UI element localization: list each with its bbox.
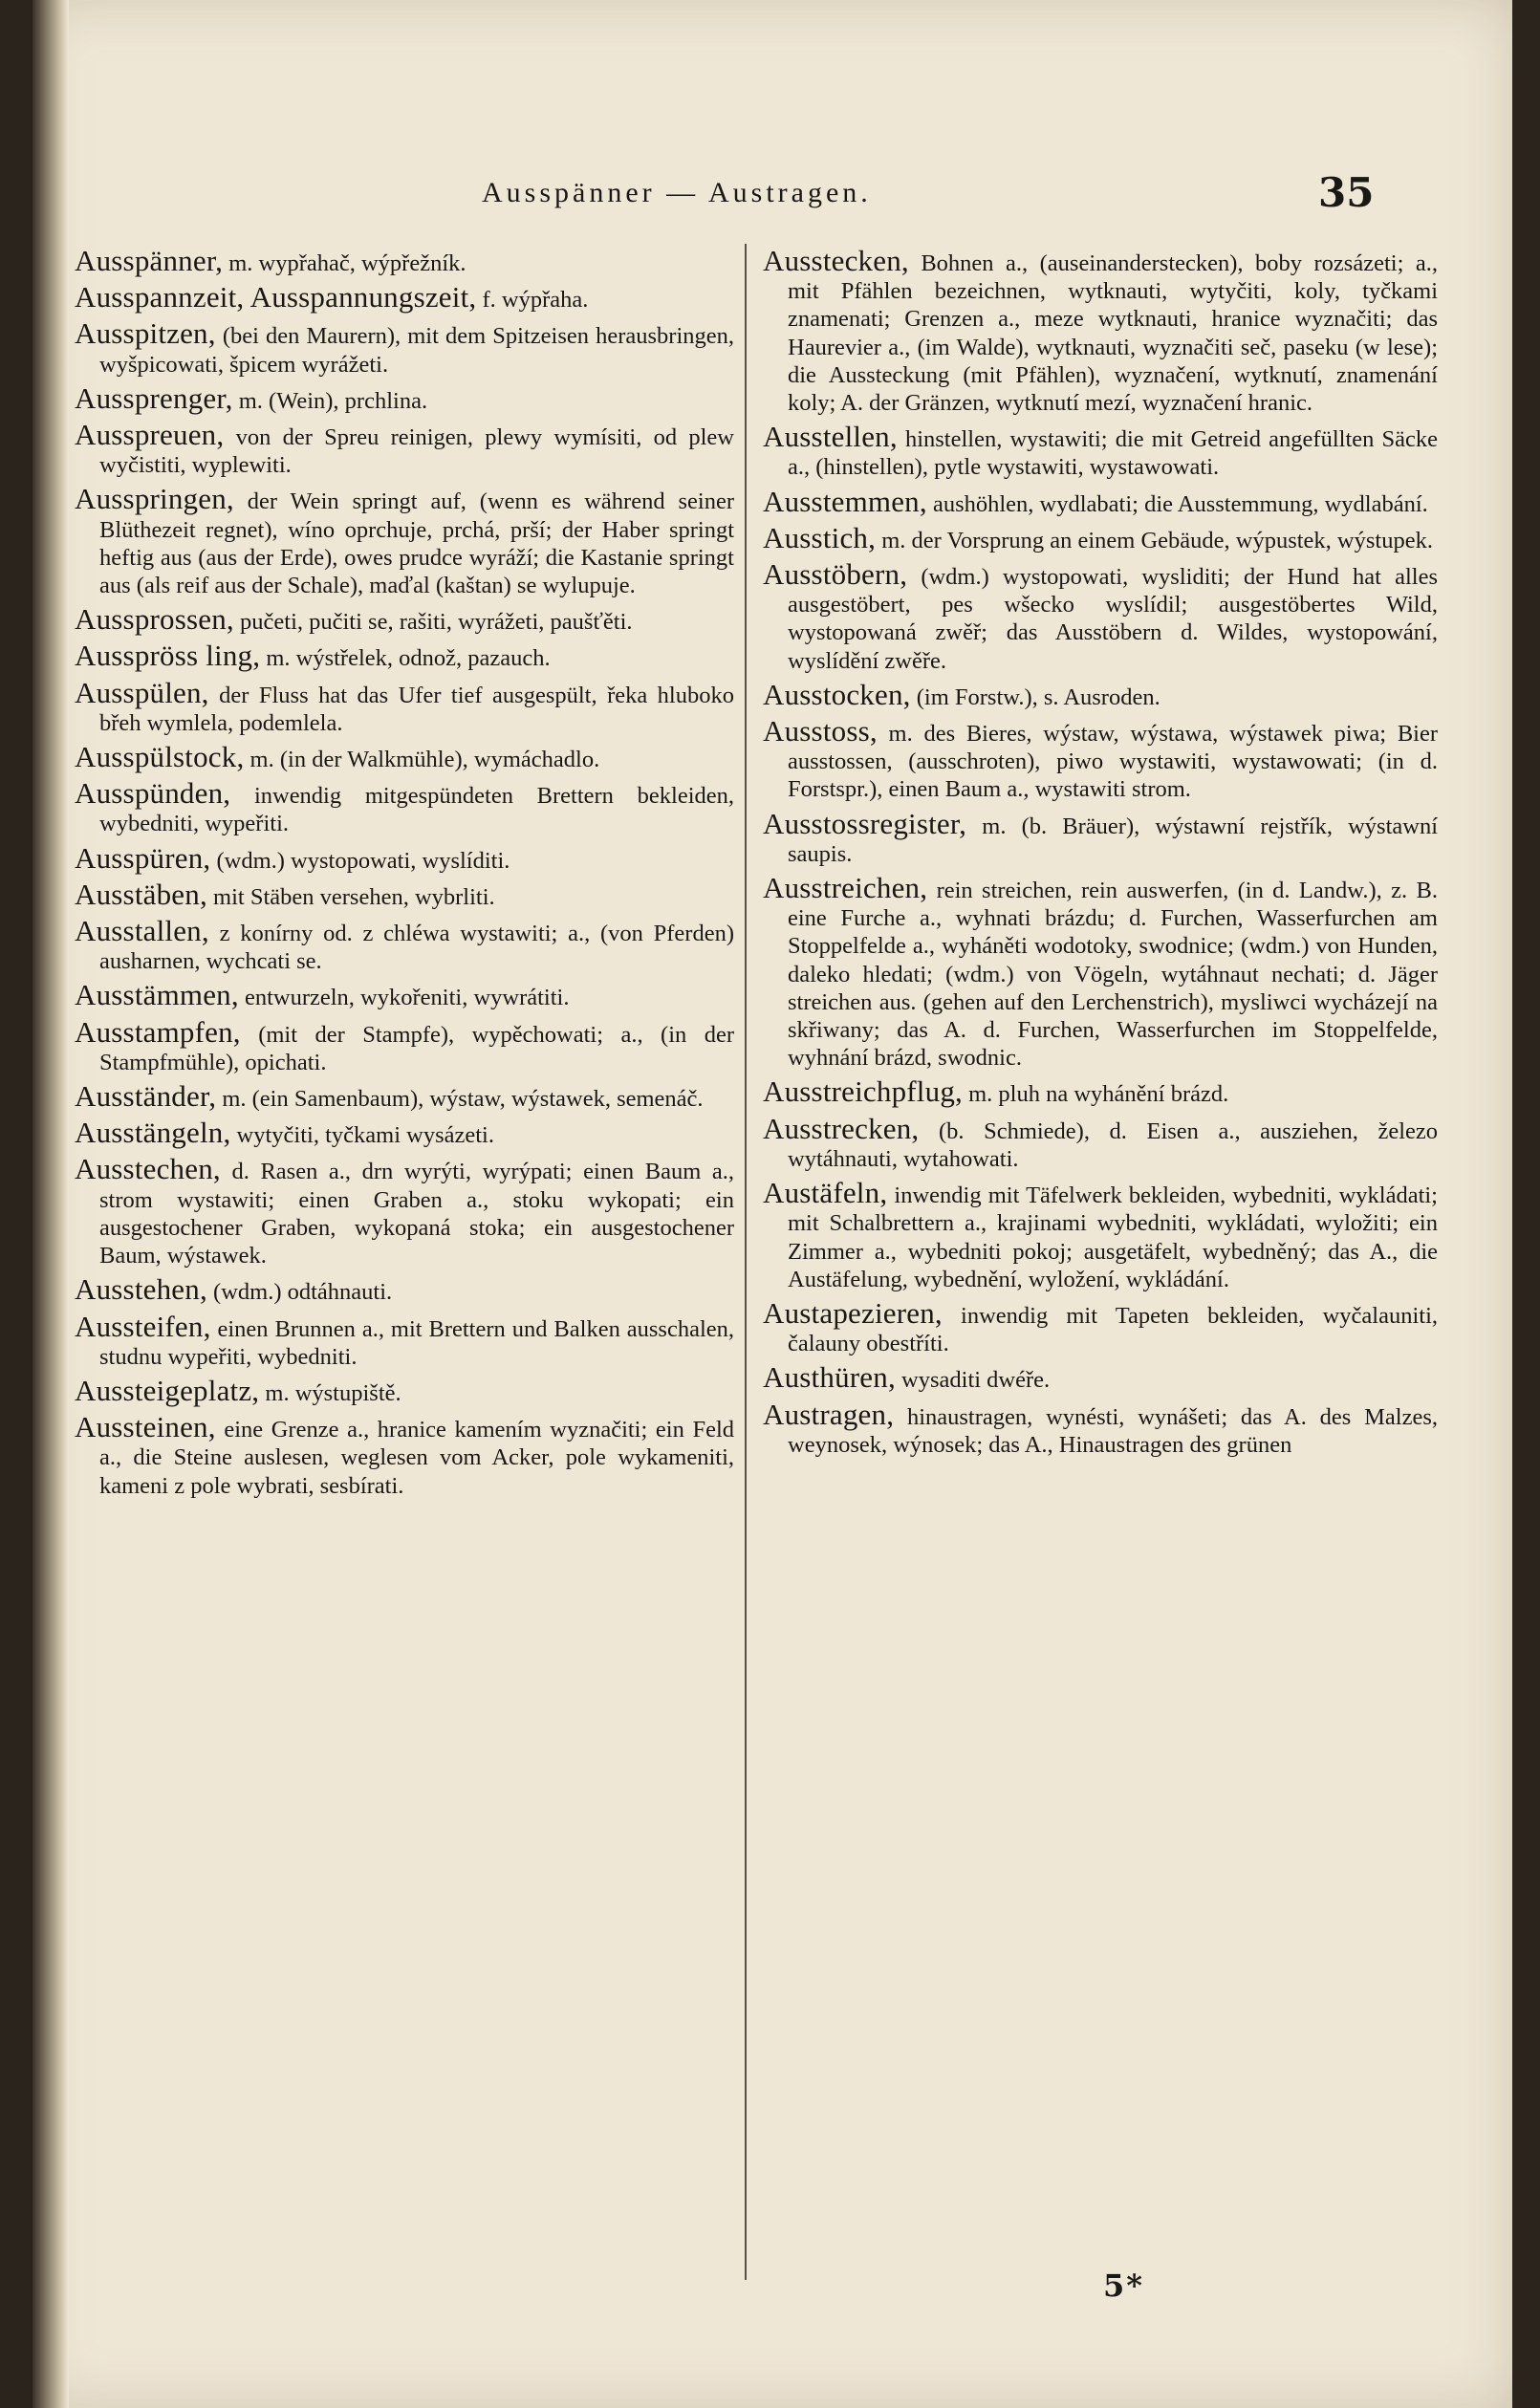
dictionary-entry (75, 740, 734, 774)
headword: Ausständer, (75, 1079, 217, 1114)
headword: Ausspannzeit, Ausspannungszeit, (75, 280, 477, 315)
headword: Ausstehen, (75, 1272, 207, 1307)
definition: hinstellen, wystawiti; die mit Getreid angefüllten Säcke a., (hinstellen), pytle wystawiti, wystawowati. (788, 426, 1438, 481)
definition: inwendig mitgespündeten Brettern bekleiden, wybedniti, wypeřiti. (99, 783, 734, 837)
dictionary-entry (75, 1014, 734, 1076)
headword: Aussprossen, (75, 602, 234, 637)
definition: m. des Bieres, wýstaw, wýstawa, wýstawek piwa; Bier ausstossen, (ausschroten), piwo wystawiti, wystawowati; (in d. Forstspr.), einen Baum a., wystawiti strom. (788, 721, 1438, 803)
definition: Bohnen a., (auseinanderstecken), boby rozsázeti; a., mit Pfählen bezeichnen, wytknauti, wytyčiti, koly, tyčkami znamenati; Grenzen a., meze wytknauti, hranice wyznačiti; das Haurevier a., (im Walde), wytknauti, wyznačiti seč, paseku (w lese); die Aussteckung (mit Pfählen), wyznačení, wytknutí, znamenání koly; A. der Gränzen, wytknutí mezí, wyznačení hranic. (788, 250, 1438, 417)
left-column (75, 247, 734, 2302)
dictionary-entry (763, 1397, 1438, 1459)
dictionary-entry (75, 1309, 734, 1371)
definition: (b. Schmiede), d. Eisen a., ausziehen, železo wytáhnauti, wytahowati. (788, 1117, 1438, 1172)
page-number: 35 (1318, 169, 1375, 216)
definition: (wdm.) wystopowati, wysliditi; der Hund hat alles ausgestöbert, pes wšecko wyslídil; ausgestöbertes Wild, wystopowaná zwěř; das Ausstöbern d. Wildes, wystopowání, wyslídění zwěře. (788, 564, 1438, 674)
headword: Ausstäben, (75, 877, 207, 911)
dictionary-entry (75, 1118, 734, 1149)
dictionary-entry (763, 1360, 1438, 1395)
running-header (33, 169, 1512, 216)
definition: (wdm.) wystopowati, wyslíditi. (216, 847, 510, 874)
dictionary-entry (75, 1272, 734, 1307)
definition: mit Stäben versehen, wybrliti. (213, 883, 495, 910)
headword: Aussprenger, (75, 380, 233, 415)
headword: Ausstocken, (763, 677, 911, 711)
definition: m. pluh na wyhánění brázd. (968, 1081, 1229, 1108)
dictionary-entry (75, 602, 734, 637)
dictionary-entry (763, 484, 1438, 518)
dictionary-entry (75, 914, 734, 975)
definition: eine Grenze a., hranice kamením wyznačiti; ein Feld a., die Steine auslesen, weglesen vom Acker, pole wykameniti, kameni z pole wybrati, sesbírati. (99, 1417, 734, 1499)
dictionary-entry (75, 1410, 734, 1500)
definition: m. (Wein), prchlina. (238, 387, 428, 414)
headword: Ausstemmen, (763, 484, 927, 518)
dictionary-entry (75, 482, 734, 599)
definition: wysaditi dwéře. (901, 1367, 1051, 1394)
headword: Ausspringen, (75, 482, 234, 516)
dictionary-page (33, 0, 1512, 2408)
dictionary-entry (763, 714, 1438, 804)
headword: Ausspreuen, (75, 418, 225, 452)
definition: der Fluss hat das Ufer tief ausgespült, řeka hluboko břeh wymlela, podemlela. (99, 682, 734, 736)
dictionary-entry (75, 840, 734, 875)
definition: m. wýstřelek, odnož, pazauch. (266, 645, 551, 672)
dictionary-entry (75, 247, 734, 277)
definition: der Wein springt auf, (wenn es während seiner Blüthezeit regnet), wíno oprchuje, prchá, prší; der Haber springt heftig aus (aus der Erde), owes prudce wyráží; die Kastanie springt aus (als reif aus der Schale), maďal (kaštan) se wylupuje. (99, 488, 734, 599)
definition: aushöhlen, wydlabati; die Ausstemmung, wydlabání. (932, 490, 1428, 517)
definition: hinaustragen, wynésti, wynášeti; das A. des Malzes, weynosek, wýnosek; das A., Hinaustragen des grünen (788, 1403, 1438, 1458)
dictionary-entry (75, 776, 734, 837)
definition: m. der Vorsprung an einem Gebäude, wýpustek, wýstupek. (881, 527, 1433, 553)
headword: Ausstallen, (75, 914, 209, 948)
headword: Ausstöbern, (763, 557, 908, 592)
dictionary-entry (763, 420, 1438, 481)
definition: entwurzeln, wykořeniti, wywrátiti. (244, 985, 570, 1011)
definition: inwendig mit Täfelwerk bekleiden, wybedniti, wykládati; mit Schalbrettern a., krajinami wybedniti, wykládati, wyložiti; ein Zimmer a., wybedniti pokoj; ausgetäfelt, wybedněný; das A., die Austäfelung, wybednění, wyložení, wykládání. (788, 1182, 1438, 1292)
headword: Ausstechen, (75, 1152, 221, 1186)
headword: Ausspänner, (75, 247, 224, 277)
headword: Aussteinen, (75, 1410, 216, 1444)
dictionary-entry (763, 871, 1438, 1072)
headword: Ausstich, (763, 520, 877, 554)
printer-signature: 5* (1103, 2267, 1144, 2304)
definition: wytyčiti, tyčkami wysázeti. (236, 1122, 494, 1149)
headword: Ausstampfen, (75, 1014, 241, 1049)
dictionary-entry (75, 1079, 734, 1114)
dictionary-entry (763, 677, 1438, 711)
dictionary-entry (75, 316, 734, 378)
headword: Ausspünden, (75, 776, 231, 811)
headword: Austapezieren, (763, 1295, 943, 1330)
dictionary-entry (763, 806, 1438, 868)
definition: (im Forstw.), s. Ausroden. (916, 683, 1160, 710)
definition: m. (in der Walkmühle), wymáchadlo. (249, 747, 600, 773)
definition: (wdm.) odtáhnauti. (213, 1279, 393, 1306)
dictionary-entry (75, 675, 734, 737)
dictionary-entry (75, 280, 734, 315)
dictionary-entry (763, 1295, 1438, 1357)
headword: Ausspülen, (75, 675, 209, 709)
dictionary-entry (75, 641, 734, 672)
dictionary-entry (763, 1074, 1438, 1109)
column-divider (745, 244, 747, 2280)
headword: Austragen, (763, 1397, 895, 1431)
headword: Austhüren, (763, 1360, 896, 1395)
running-title: Ausspänner — Austragen. (482, 177, 872, 208)
definition: rein streichen, rein auswerfen, (in d. Landw.), z. B. eine Furche a., wyhnati brázdu; d. Furchen, Wasserfurchen am Stoppelfelde a., wyháněti wodotoky, swodnice; (wdm.) von Hunden, daleko hledati; (wdm.) von Vögeln, wytáhnaut nechati; d. Jäger streichen aus. (gehen auf den Lerchenstrich), mysliwci wycházejí na skřiwany; das A. d. Furchen, Wasserfurchen im Stoppelfelde, wyhnání brázd, swodnic. (788, 878, 1438, 1072)
headword: Ausspülstock, (75, 740, 245, 774)
definition: m. wypřahač, wýpřežník. (228, 250, 466, 276)
headword: Ausstrecken, (763, 1111, 920, 1145)
headword: Ausstecken, (763, 247, 909, 277)
headword: Ausstossregister, (763, 806, 967, 840)
definition: pučeti, pučiti se, rašiti, wyrážeti, paušťěti. (240, 609, 633, 636)
dictionary-entry (763, 1111, 1438, 1173)
dictionary-entry (75, 1152, 734, 1269)
headword: Ausspitzen, (75, 316, 216, 351)
headword: Ausstellen, (763, 420, 898, 454)
right-column (763, 247, 1438, 2302)
dictionary-entry (763, 1176, 1438, 1293)
definition: z konírny od. z chléwa wystawiti; a., (von Pferden) ausharnen, wychcati se. (99, 921, 734, 975)
book-spine-shadow (33, 0, 69, 2408)
dictionary-entry (763, 557, 1438, 675)
definition: inwendig mit Tapeten bekleiden, wyčalauniti, čalauny obestříti. (788, 1302, 1438, 1357)
dictionary-entry (763, 520, 1438, 554)
definition: (mit der Stampfe), wypěchowati; a., (in der Stampfmühle), opichati. (99, 1021, 734, 1075)
definition: von der Spreu reinigen, plewy wymísiti, od plew wyčistiti, wyplewiti. (99, 424, 734, 479)
headword: Ausspröss ling, (75, 639, 261, 673)
headword: Aussteigeplatz, (75, 1373, 260, 1407)
headword: Ausstängeln, (75, 1116, 231, 1150)
definition: f. wýpřaha. (482, 287, 589, 314)
headword: Ausstoss, (763, 714, 878, 748)
headword: Ausstreichen, (763, 871, 928, 905)
definition: m. (b. Bräuer), wýstawní rejstřík, wýstawní saupis. (788, 813, 1438, 867)
headword: Aussteifen, (75, 1309, 211, 1343)
dictionary-entry (75, 1373, 734, 1407)
definition: m. wýstupiště. (265, 1379, 401, 1406)
definition: einen Brunnen a., mit Brettern und Balken ausschalen, studnu wypeřiti, wybedniti. (99, 1315, 734, 1370)
headword: Ausspüren, (75, 840, 211, 875)
dictionary-entry (75, 380, 734, 415)
headword: Ausstämmen, (75, 978, 239, 1012)
headword: Ausstreichpflug, (763, 1074, 963, 1109)
dictionary-entry (75, 418, 734, 479)
definition: m. (ein Samenbaum), wýstaw, wýstawek, semenáč. (222, 1086, 704, 1113)
headword: Austäfeln, (763, 1176, 888, 1210)
definition: d. Rasen a., drn wyrýti, wyrýpati; einen Baum a., strom wystawiti; einen Graben a., stoku wykopati; ein ausgestochener Graben, wykopaná stoka; ein ausgestochener Baum, wýstawek. (99, 1159, 734, 1269)
dictionary-entry (75, 978, 734, 1012)
dictionary-entry (763, 247, 1438, 417)
definition: (bei den Maurern), mit dem Spitzeisen herausbringen, wyšpicowati, špicem wyrážeti. (99, 323, 734, 378)
dictionary-entry (75, 877, 734, 911)
